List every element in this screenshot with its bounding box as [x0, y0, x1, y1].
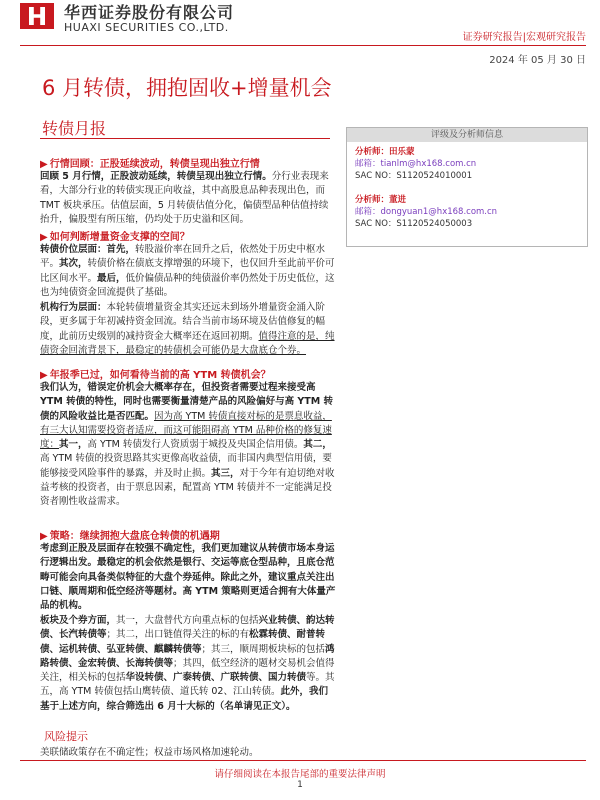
triangle-bullet-icon: ▶	[40, 159, 48, 170]
paragraph-valuation-level: 转债价位层面：首先，转股溢价率在回升之后，依然处于历史中枢水平。其次，转债价格在债底支撑增强的环境下，也仅回升至此前平价可比区间水平。最后，低价偏债品种的纯债溢价率仍然处于历史低位，这也为纯债资金回流提供了基础。	[40, 244, 335, 298]
analyst-info-box	[346, 127, 588, 247]
section-heading-strategy: ▶ 策略：继续拥抱大盘底仓转债的机遇期	[40, 531, 220, 542]
header-divider	[20, 45, 586, 46]
company-name-en: HUAXI SECURITIES CO.,LTD.	[64, 21, 229, 34]
report-date: 2024 年 05 月 30 日	[489, 55, 586, 66]
section-heading-market-review: ▶ 行情回顾：正股延续波动，转债呈现出独立行情	[40, 159, 260, 170]
report-subtitle: 转债月报	[42, 119, 107, 138]
triangle-bullet-icon: ▶	[40, 232, 48, 243]
section-heading-high-ytm: ▶ 年报季已过，如何看待当前的高 YTM 转债机会？	[40, 370, 271, 381]
analyst-1-email[interactable]: 邮箱：tianlm@hx168.com.cn	[355, 159, 477, 169]
triangle-bullet-icon: ▶	[40, 531, 48, 542]
paragraph-strategy: 考虑到正股及层面存在较强不确定性，我们更加建议从转债市场本身运行逻辑出发。最稳定的机会依然是银行、交运等底仓型品种，且底仓范畴可能会向具备类似特征的大盘个券延伸。除此之外，建议重点关注出口链、顺周期和低空经济等题材。高 YTM 策略则更适合拥有大体量产品的机构。	[40, 543, 336, 612]
footer-divider	[20, 760, 586, 761]
analyst-2-sac: SAC NO：S1120524050003	[355, 219, 473, 229]
paragraph-sector-picks: 板块及个券方面，其一，大盘替代方向重点标的包括兴业转债、韵达转债、长汽转债等；其二，出口链值得关注的标的有松霖转债、耐普转债、运机转债、弘亚转债、麒麟转债等；其三，顺周期板块标的包括鸿路转债、金宏转债、长海转债等；其四，低空经济的题材交易机会值得关注，相关标的包括华设转债、广泰转债、广联转债、国力转债等。其五，高 YTM 转债包括山鹰转债、道氏转 02、江山转债。此外，我们基于上述方向，综合筛选出 6 月十大标的（名单请见正文）。	[40, 615, 335, 712]
analyst-2-name: 分析师：董进	[355, 195, 407, 205]
triangle-bullet-icon: ▶	[40, 370, 48, 381]
paragraph-institution-behavior: 机构行为层面：本轮转债增量资金其实还远未到场外增量资金涌入阶段，更多属于年初减持资金回流。结合当前市场环境及估值修复的幅度，此前历史级别的减持资金大概率还在返回初期。值得注意的是，纯债资金回流背景下，最稳定的转债机会可能仍是大盘底仓个券。	[40, 302, 335, 356]
page-number: 1	[297, 780, 303, 790]
section-heading-incremental-funds: ▶ 如何判断增量资金支撑的空间？	[40, 232, 190, 243]
analyst-box-title: 评级及分析师信息	[347, 128, 587, 142]
report-type: 证券研究报告|宏观研究报告	[462, 32, 586, 43]
company-name-cn: 华西证券股份有限公司	[64, 3, 235, 22]
risk-text: 美联储政策存在不确定性；权益市场风格加速轮动。	[40, 747, 259, 758]
paragraph-market-review: 回顾 5 月行情，正股波动延续，转债呈现出独立行情。分行业表现来看，大部分行业的转债实现正向收益，其中高股息品种表现出色，而 TMT 板块承压。估值层面，5 月转债估值分化，偏债型品种估值持续抬升，偏股型有所压缩，仍均处于历史溢和区间。	[40, 171, 329, 225]
footer-disclaimer: 请仔细阅读在本报告尾部的重要法律声明	[214, 769, 386, 780]
analyst-1	[355, 146, 476, 182]
paragraph-high-ytm: 我们认为，错误定价机会大概率存在，但投资者需要过程来接受高 YTM 转债的特性，同时也需要衡量清楚产品的风险偏好与高 YTM 转债的风险收益比是否匹配。因为高 YTM 转债直接对标的是票息收益，有三大认知需要投资者适应，而这可能阻碍高 YTM 品种价格的修复速度：其一，高 YTM 转债发行人资质弱于城投及央国企信用债。其二，高 YTM 转债的投资思路其实更像高收益债，而非国内典型信用债，要能够接受风险事件的暴露，并及时止损。其三，对于今年有迫切绝对收益考核的投资者，由于票息因素，配置高 YTM 转债并不一定能满足投资者刚性收益需求。	[40, 382, 335, 508]
analyst-1-sac: SAC NO：S1120524010001	[355, 171, 473, 181]
risk-heading: 风险提示	[44, 730, 88, 743]
analyst-1-name: 分析师：田乐蒙	[355, 147, 415, 157]
report-title: 6 月转债，拥抱固收+增量机会	[42, 76, 332, 100]
subtitle-divider	[40, 138, 330, 139]
analyst-2	[355, 194, 497, 230]
huaxi-logo-icon	[20, 3, 54, 29]
analyst-2-email[interactable]: 邮箱：dongyuan1@hx168.com.cn	[355, 207, 498, 217]
